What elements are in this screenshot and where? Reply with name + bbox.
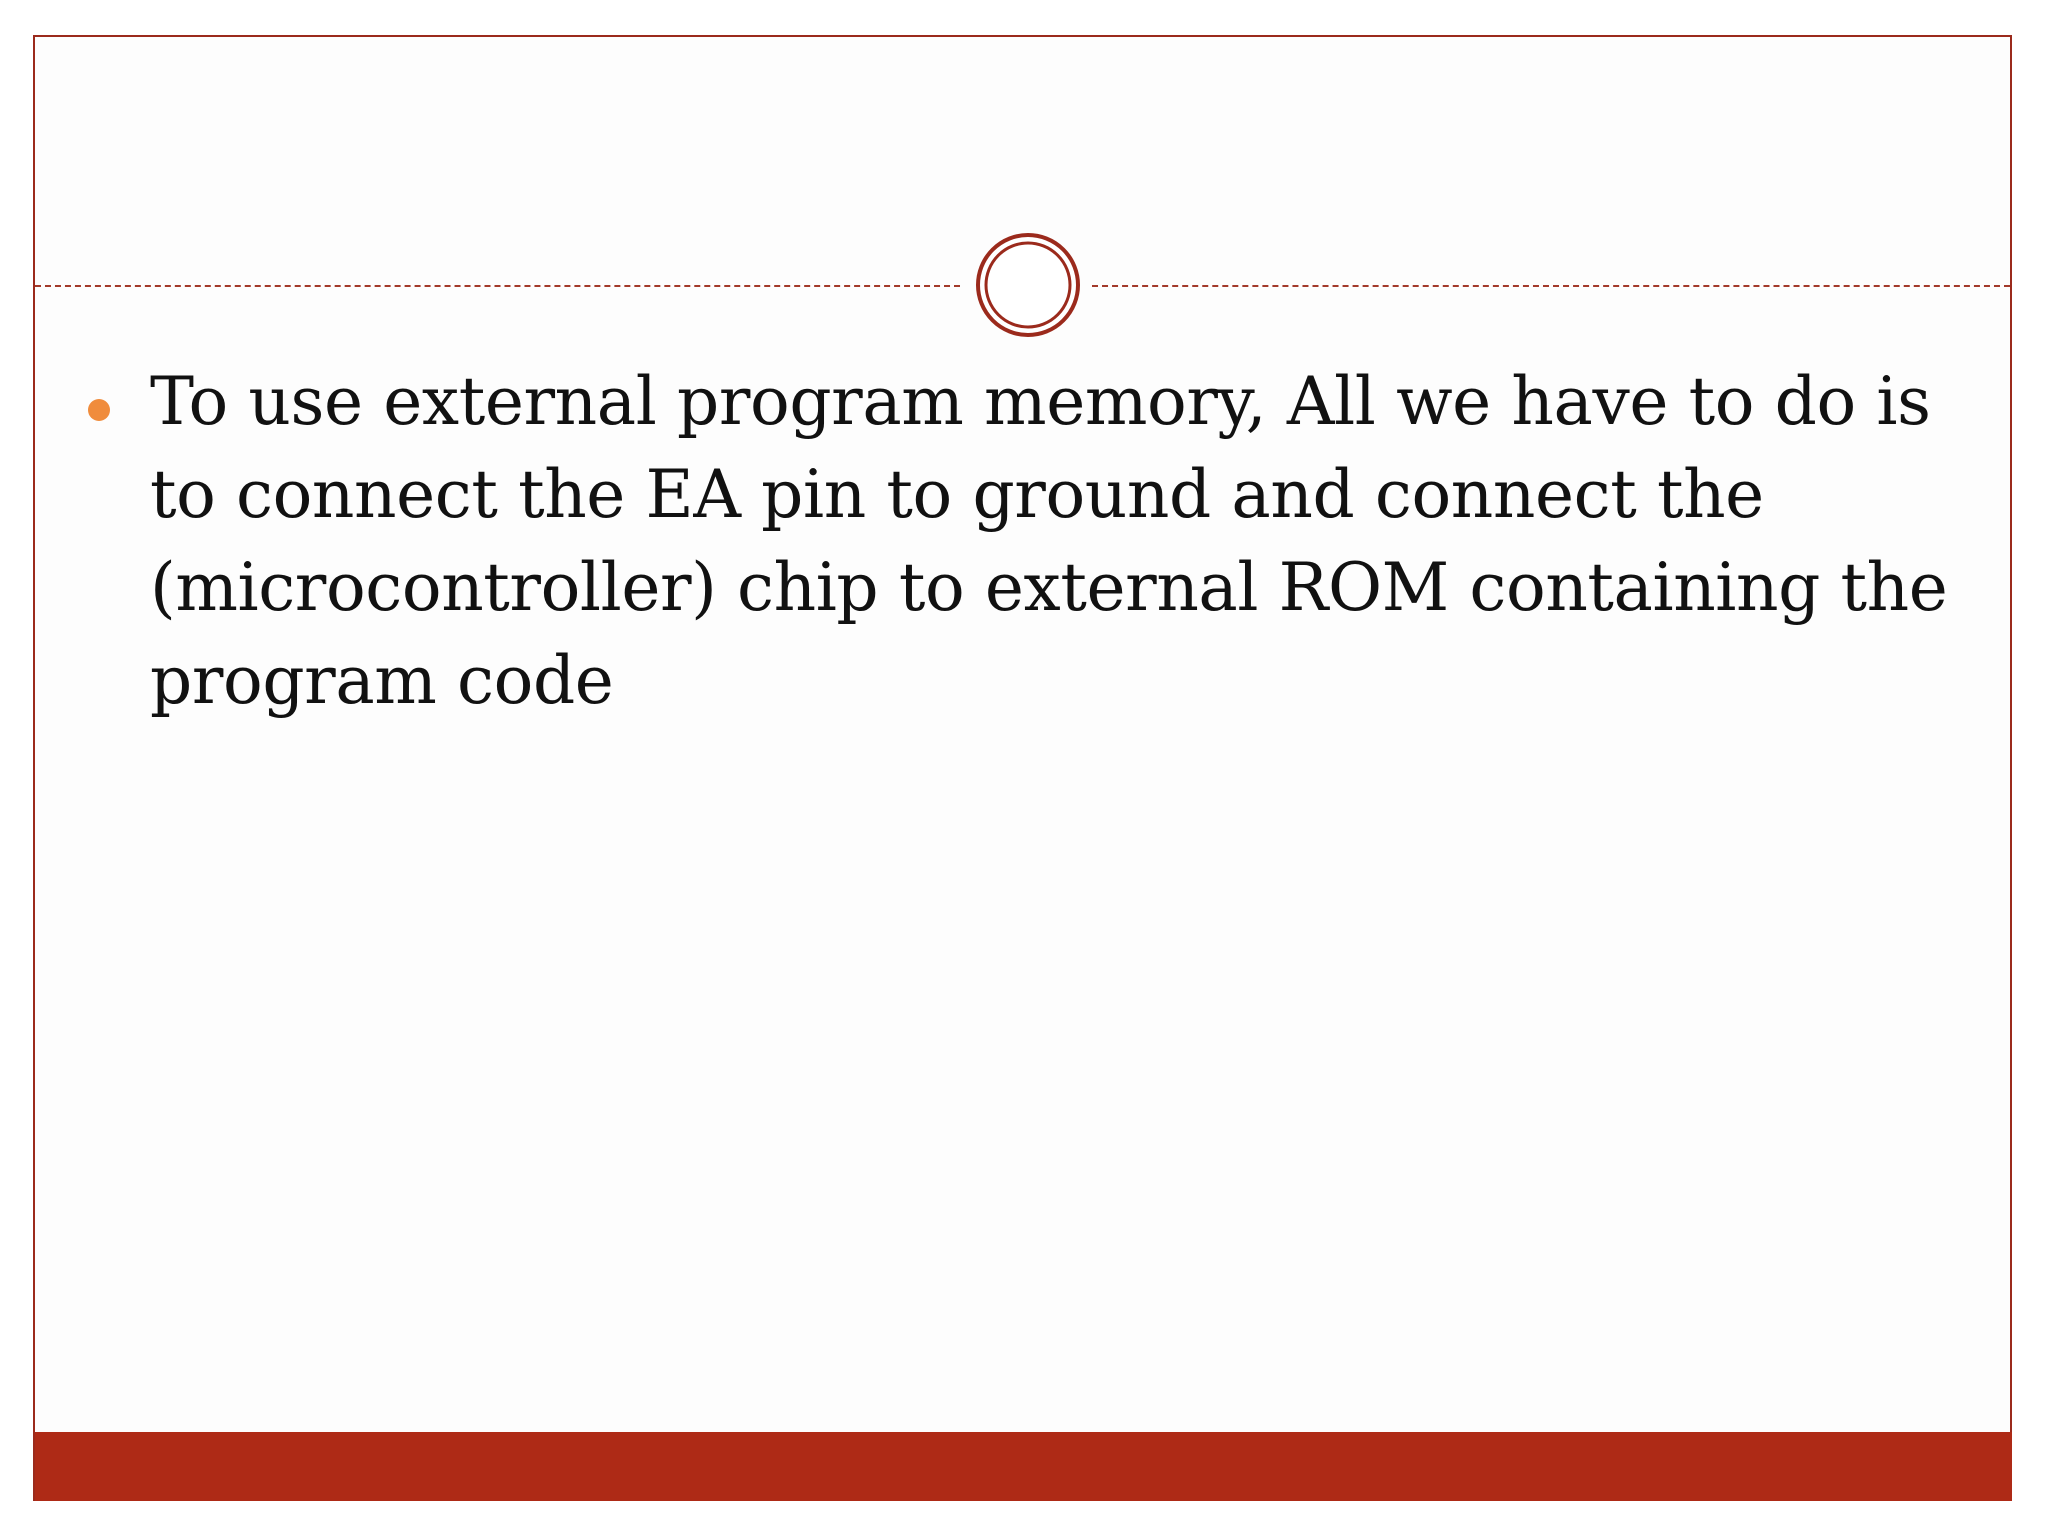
bullet-item [88,355,1948,727]
slide-content [88,355,1948,727]
divider-left [35,285,960,287]
bullet-dot-icon [88,399,110,421]
bullet-text: To use external program memory, All we have to do is to connect the EA pin to ground and connect the (microcontroller) chip to external ROM containing the program code [150,363,1948,719]
footer-bar [35,1432,2012,1501]
double-ring-icon [974,231,1082,339]
divider-right [1092,285,2010,287]
